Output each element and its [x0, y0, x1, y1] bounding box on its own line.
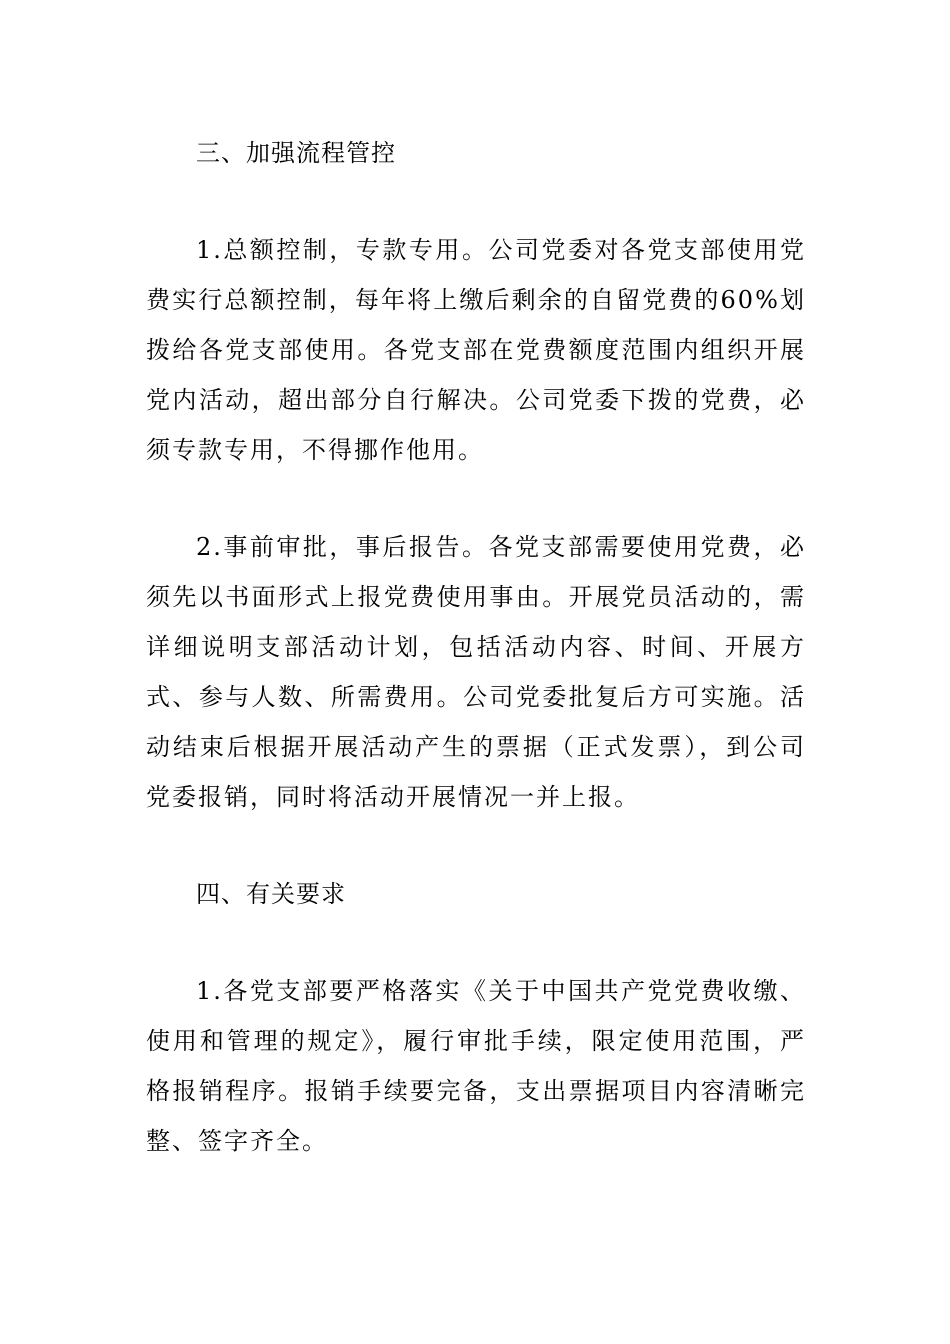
paragraph-3-2: 2.事前审批，事后报告。各党支部需要使用党费，必须先以书面形式上报党费使用事由。开展党员活动的，需详细说明支部活动计划，包括活动内容、时间、开展方式、参与人数、所需费用。公司党委批复后方可实施。活动结束后根据开展活动产生的票据（正式发票），到公司党委报销，同时将活动开展情况一并上报。 [146, 533, 806, 811]
paragraph-4-1: 1.各党支部要严格落实《关于中国共产党党费收缴、使用和管理的规定》，履行审批手续，限定使用范围，严格报销程序。报销手续要完备，支出票据项目内容清晰完整、签字齐全。 [146, 977, 806, 1155]
spacer [146, 475, 806, 522]
spacer [146, 178, 806, 225]
section-heading-3: 三、加强流程管控 [196, 139, 396, 167]
document-body [146, 128, 806, 1166]
spacer [146, 822, 806, 869]
paragraph-3-1: 1.总额控制，专款专用。公司党委对各党支部使用党费实行总额控制，每年将上缴后剩余的自留党费的60%划拨给各党支部使用。各党支部在党费额度范围内组织开展党内活动，超出部分自行解决。公司党委下拨的党费，必须专款专用，不得挪作他用。 [146, 236, 806, 464]
section-heading-4: 四、有关要求 [196, 880, 346, 908]
spacer [146, 919, 806, 966]
